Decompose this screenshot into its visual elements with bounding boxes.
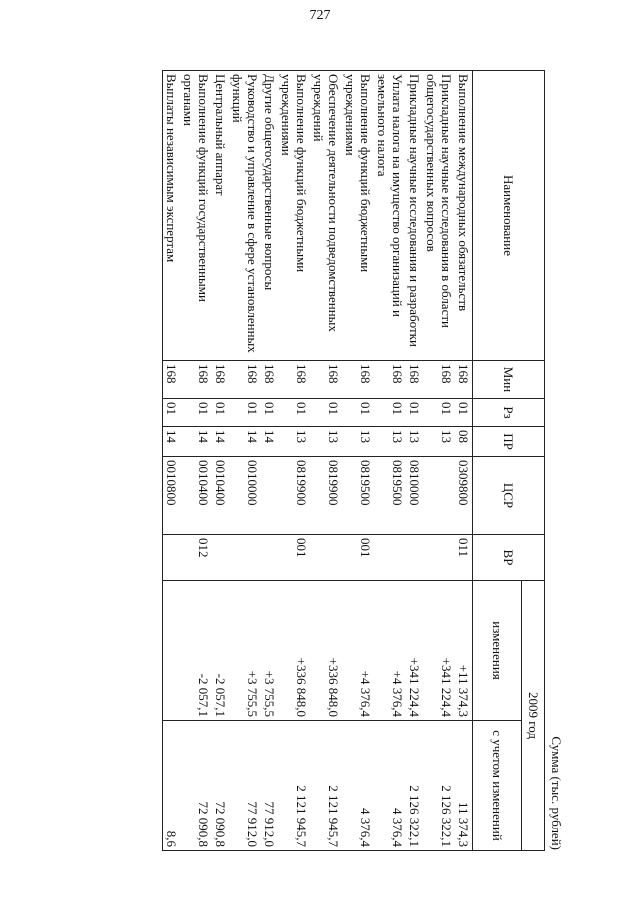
row-vr <box>406 535 423 581</box>
row-change: -2 057,1 <box>212 581 229 721</box>
row-change: +4 376,4 <box>374 581 406 721</box>
row-min: 168 <box>406 361 423 399</box>
row-vr <box>374 535 406 581</box>
row-min: 168 <box>212 361 229 399</box>
page-number: 727 <box>309 8 331 23</box>
row-csr <box>261 457 278 535</box>
row-pr: 14 <box>261 427 278 457</box>
row-rz: 01 <box>163 399 181 427</box>
row-vr: 001 <box>342 535 374 581</box>
row-total: 72 090,8 <box>212 721 229 851</box>
table-row <box>261 71 278 851</box>
row-name: Прикладные научные исследования в области общегосударственных вопросов <box>423 71 455 361</box>
row-csr <box>423 457 455 535</box>
row-total: 77 912,0 <box>261 721 278 851</box>
row-total: 11 374,3 <box>455 721 473 851</box>
table-row <box>310 71 342 851</box>
header-name: Наименование <box>473 71 545 361</box>
row-change: +3 755,5 <box>261 581 278 721</box>
row-rz: 01 <box>261 399 278 427</box>
row-total: 77 912,0 <box>229 721 261 851</box>
row-change: +341 224,4 <box>423 581 455 721</box>
row-name: Руководство и управление в сфере установленных функций <box>229 71 261 361</box>
header-year: 2009 год <box>522 581 545 851</box>
table-row <box>455 71 473 851</box>
row-total: 8,6 <box>163 721 181 851</box>
row-min: 168 <box>455 361 473 399</box>
row-min: 168 <box>374 361 406 399</box>
row-pr: 08 <box>455 427 473 457</box>
row-name: Уплата налога на имущество организаций и земельного налога <box>374 71 406 361</box>
row-change: +3 755,5 <box>229 581 261 721</box>
row-pr: 14 <box>180 427 212 457</box>
row-vr <box>310 535 342 581</box>
row-vr <box>229 535 261 581</box>
row-change: +341 224,4 <box>406 581 423 721</box>
row-vr: 011 <box>455 535 473 581</box>
header-min: Мин <box>473 361 545 399</box>
row-pr: 13 <box>423 427 455 457</box>
row-vr <box>212 535 229 581</box>
row-min: 168 <box>180 361 212 399</box>
row-rz: 01 <box>278 399 310 427</box>
row-change: +336 848,0 <box>310 581 342 721</box>
header-row-1 <box>522 71 545 851</box>
row-csr: 0819500 <box>342 457 374 535</box>
row-rz: 01 <box>455 399 473 427</box>
row-change <box>163 581 181 721</box>
row-csr: 0010800 <box>163 457 181 535</box>
row-min: 168 <box>261 361 278 399</box>
row-csr: 0810000 <box>406 457 423 535</box>
row-name: Выполнение международных обязательств <box>455 71 473 361</box>
row-min: 168 <box>342 361 374 399</box>
row-vr: 012 <box>180 535 212 581</box>
table-row <box>342 71 374 851</box>
header-rz: Рз <box>473 399 545 427</box>
row-csr: 0010000 <box>229 457 261 535</box>
table-row <box>278 71 310 851</box>
row-name: Выполнение функций бюджетными учреждениями <box>342 71 374 361</box>
header-with-change: с учетом изменений <box>473 721 522 851</box>
header-vr: ВР <box>473 535 545 581</box>
row-total: 72 090,8 <box>180 721 212 851</box>
table-row <box>406 71 423 851</box>
row-pr: 13 <box>342 427 374 457</box>
row-name: Другие общегосударственные вопросы <box>261 71 278 361</box>
unit-caption: Сумма (тыс. рублей) <box>549 736 564 850</box>
row-rz: 01 <box>310 399 342 427</box>
row-name: Прикладные научные исследования и разработки <box>406 71 423 361</box>
row-total: 2 126 322,1 <box>423 721 455 851</box>
row-min: 168 <box>310 361 342 399</box>
row-rz: 01 <box>406 399 423 427</box>
row-vr <box>163 535 181 581</box>
row-pr: 14 <box>163 427 181 457</box>
row-pr: 13 <box>406 427 423 457</box>
row-csr: 0309800 <box>455 457 473 535</box>
row-name: Выполнение функций бюджетными учреждениями <box>278 71 310 361</box>
row-name: Обеспечение деятельности подведомственных учреждений <box>310 71 342 361</box>
row-pr: 14 <box>212 427 229 457</box>
row-vr <box>261 535 278 581</box>
header-change: изменения <box>473 581 522 721</box>
row-name: Выплаты независимым экспертам <box>163 71 181 361</box>
budget-table <box>162 70 545 851</box>
row-min: 168 <box>163 361 181 399</box>
row-vr <box>423 535 455 581</box>
row-min: 168 <box>278 361 310 399</box>
row-change: -2 057,1 <box>180 581 212 721</box>
row-rz: 01 <box>423 399 455 427</box>
row-pr: 13 <box>374 427 406 457</box>
row-min: 168 <box>229 361 261 399</box>
row-rz: 01 <box>342 399 374 427</box>
table-row <box>229 71 261 851</box>
row-change: +11 374,3 <box>455 581 473 721</box>
header-pr: ПР <box>473 427 545 457</box>
table-row <box>423 71 455 851</box>
row-name: Выполнение функций государственными органами <box>180 71 212 361</box>
table-row <box>212 71 229 851</box>
table-row <box>374 71 406 851</box>
table-row <box>180 71 212 851</box>
row-csr: 0010400 <box>180 457 212 535</box>
row-name: Центральный аппарат <box>212 71 229 361</box>
row-pr: 14 <box>229 427 261 457</box>
row-total: 2 126 322,1 <box>406 721 423 851</box>
row-csr: 0819900 <box>278 457 310 535</box>
header-csr: ЦСР <box>473 457 545 535</box>
row-total: 2 121 945,7 <box>278 721 310 851</box>
row-total: 4 376,4 <box>374 721 406 851</box>
rotated-budget-table-block <box>165 70 565 850</box>
row-rz: 01 <box>229 399 261 427</box>
row-csr: 0819900 <box>310 457 342 535</box>
row-pr: 13 <box>278 427 310 457</box>
row-change: +336 848,0 <box>278 581 310 721</box>
row-total: 2 121 945,7 <box>310 721 342 851</box>
table-row <box>163 71 181 851</box>
row-csr: 0819500 <box>374 457 406 535</box>
table-body <box>163 71 473 851</box>
row-rz: 01 <box>374 399 406 427</box>
row-change: +4 376,4 <box>342 581 374 721</box>
row-csr: 0010400 <box>212 457 229 535</box>
row-pr: 13 <box>310 427 342 457</box>
row-rz: 01 <box>180 399 212 427</box>
row-min: 168 <box>423 361 455 399</box>
row-rz: 01 <box>212 399 229 427</box>
row-vr: 001 <box>278 535 310 581</box>
row-total: 4 376,4 <box>342 721 374 851</box>
